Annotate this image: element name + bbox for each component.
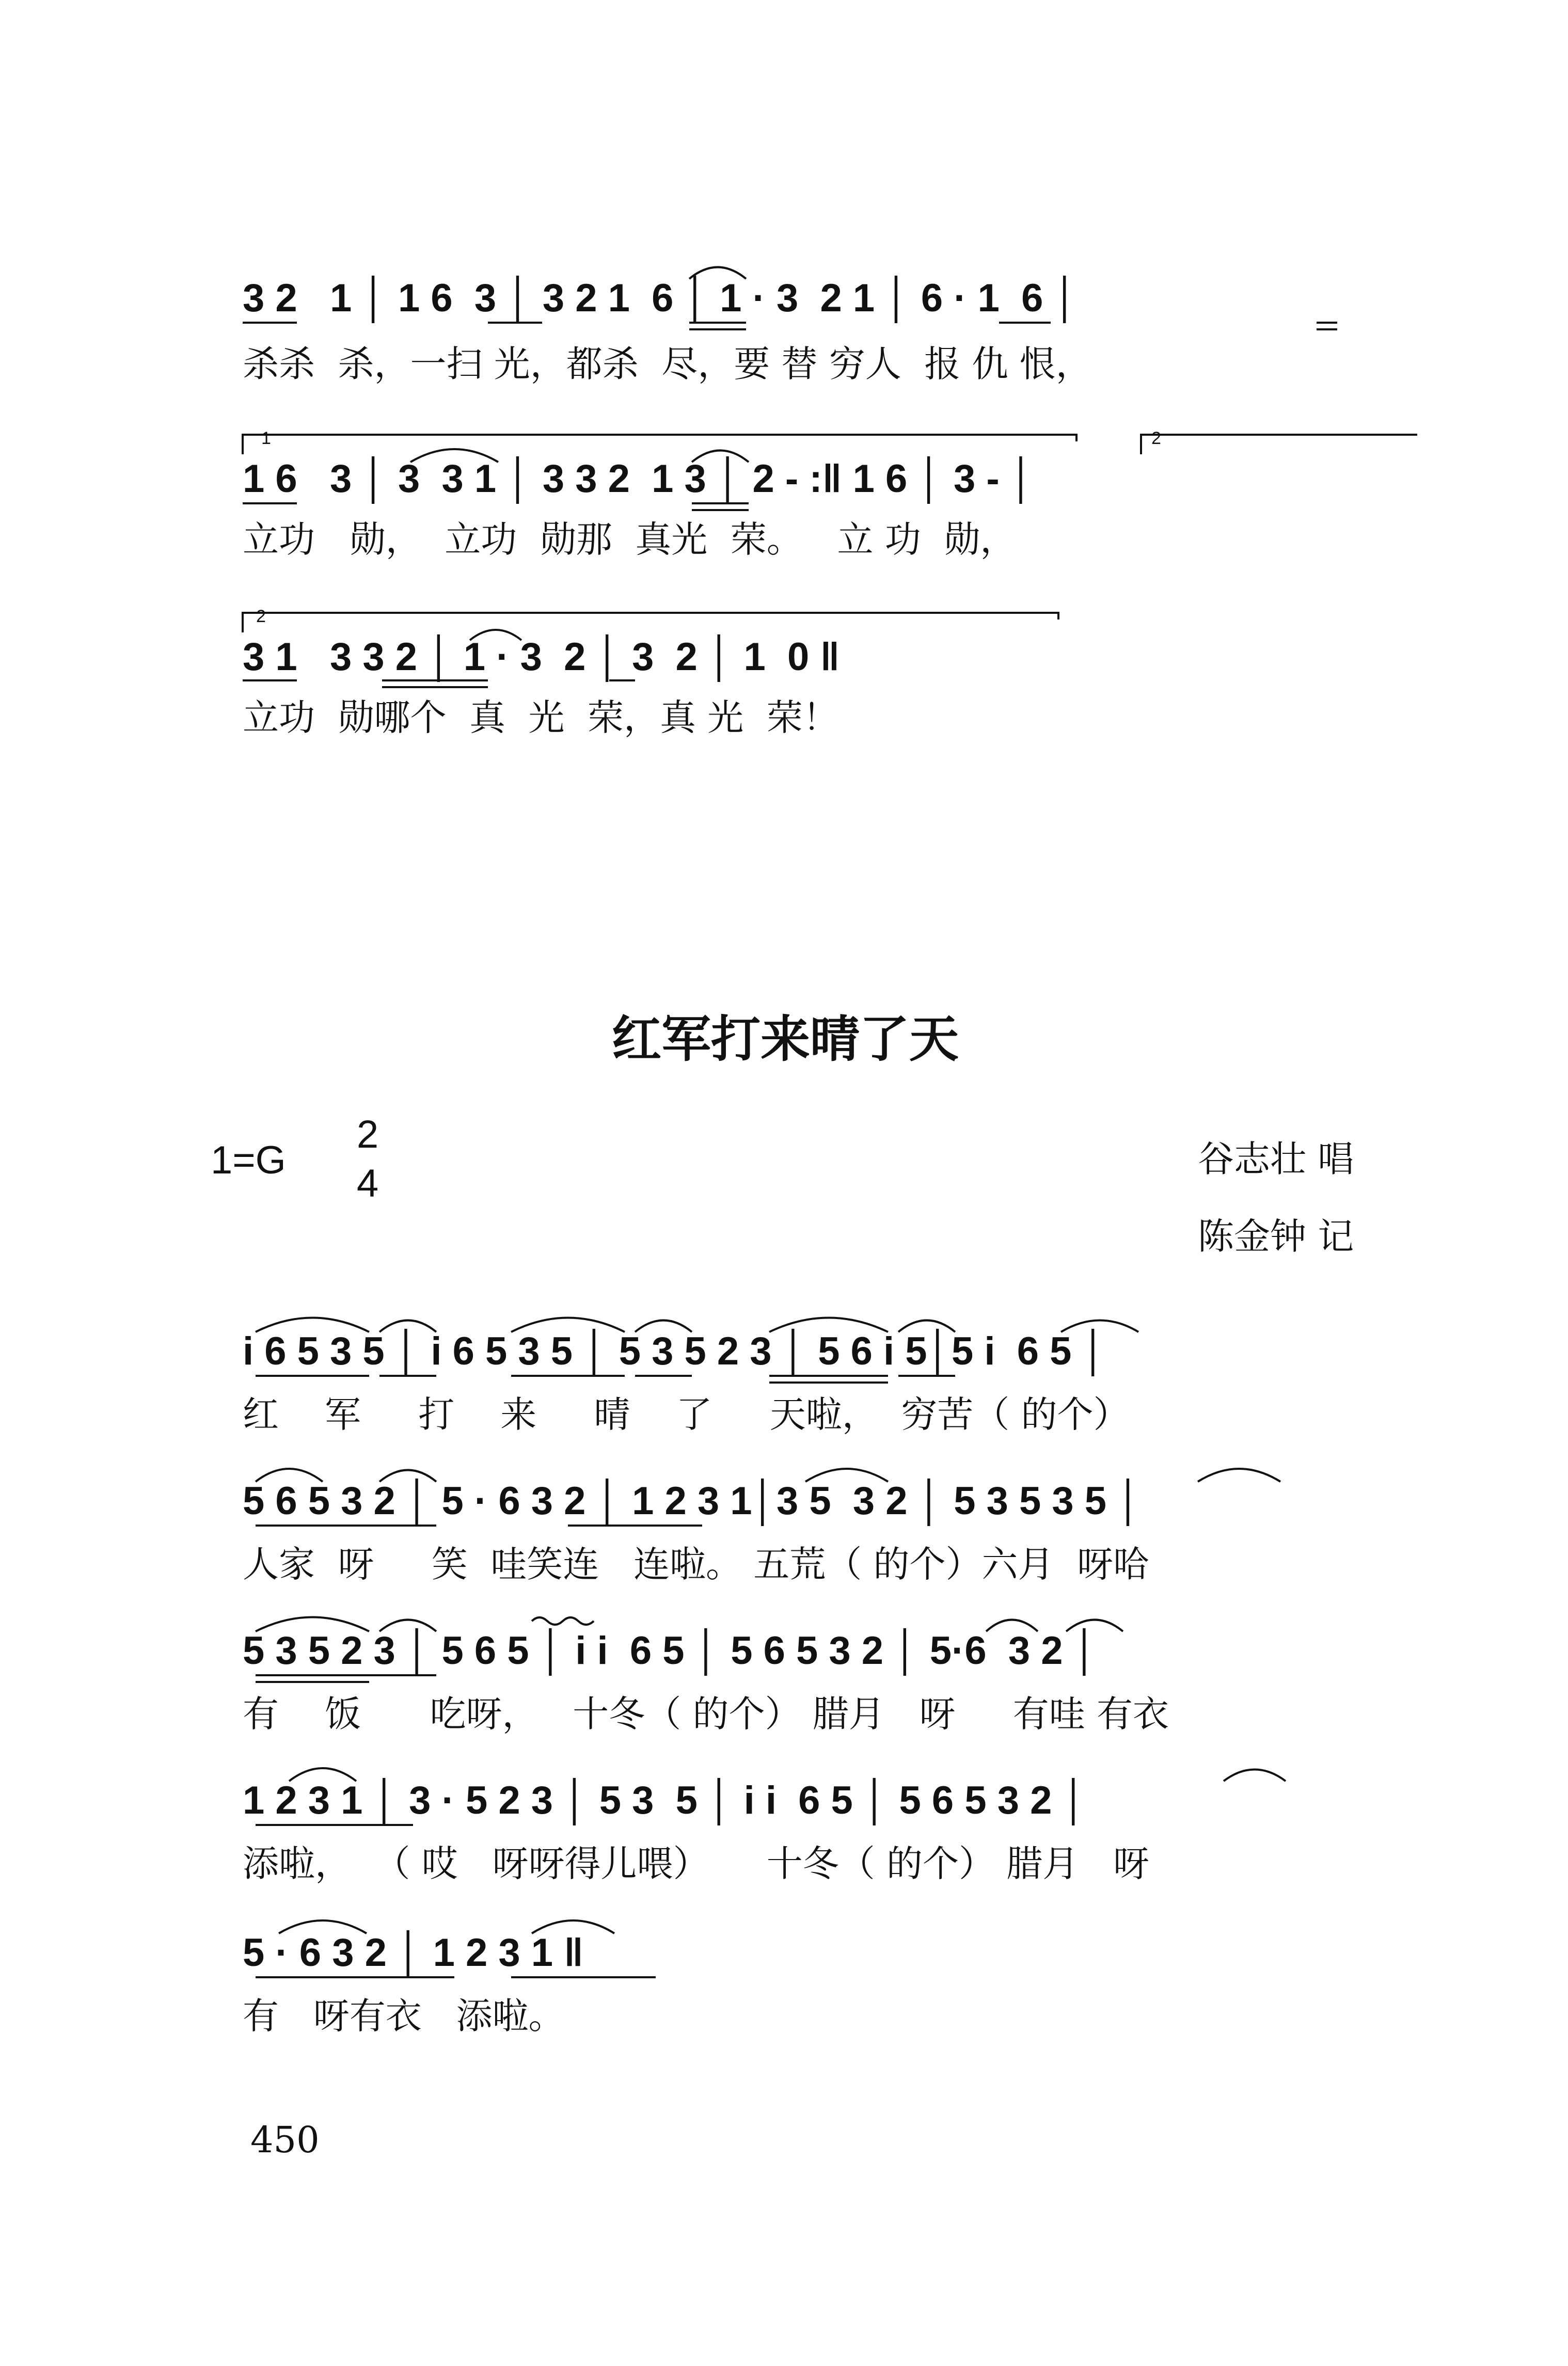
slur-mark — [1224, 1770, 1286, 1782]
volta-bracket-2 — [1141, 435, 1417, 454]
slur-mark — [256, 1318, 369, 1332]
song-notation-line-1: i 6 5 3 5 │ i 6 5 3 5 │ 5 3 5 2 3 │ 5 6 i 5│5 i 6 5 │ — [243, 1329, 1107, 1373]
slur-mark — [511, 1318, 625, 1332]
slur-mark — [256, 1469, 323, 1482]
song-notation-line-2: 5 6 5 3 2 │ 5 · 6 3 2 │ 1 2 3 1│3 5 3 2 │ 5 3 5 3 5 │ — [243, 1479, 1142, 1523]
slur-mark — [635, 1321, 692, 1332]
song-lyrics-line-5: 有 呀有衣 添啦。 — [243, 1995, 565, 2037]
slur-mark — [379, 1321, 436, 1332]
slur-mark — [279, 1920, 367, 1933]
song-lyrics-line-3: 有 饭 吃呀， 十冬（ 的个） 腊月 呀 有哇 有衣 — [243, 1693, 1169, 1735]
recorder-credit: 陈金钟 记 — [1198, 1215, 1354, 1258]
lyrics-line-1: 杀杀 杀，一扫 光，都杀 尽，要 替 穷人 报 仇 恨， — [243, 343, 1092, 385]
song-lyrics-line-2: 人家 呀 笑 哇笑连 连啦。 五荒（ 的个）六月 呀哈 — [243, 1543, 1150, 1585]
slur-mark — [692, 451, 749, 463]
time-signature-top: 2 — [356, 1113, 379, 1156]
singer-credit: 谷志壮 唱 — [1198, 1138, 1354, 1180]
slur-mark — [769, 1318, 888, 1332]
slur-mark — [379, 1470, 436, 1482]
notation-line-1: 3 2 1 │ 1 6 3 │ 3 2 1 6 │ 1 · 3 2 1 │ 6 · 1 6 │ — [243, 276, 1079, 320]
lyrics-line-3: 立功 勋哪个 真 光 荣，真 光 荣！ — [243, 696, 839, 739]
slur-mark — [1066, 1620, 1123, 1632]
slur-mark — [532, 1920, 614, 1933]
song-notation-line-3: 5 3 5 2 3 │ 5 6 5 │ i i 6 5 │ 5 6 5 3 2 │ 5·6 3 2 │ — [243, 1629, 1099, 1673]
slur-mark — [379, 1620, 436, 1632]
slur-mark — [470, 630, 521, 640]
trill-mark — [532, 1617, 594, 1625]
slur-mark — [1198, 1469, 1280, 1482]
volta-bracket-1 — [243, 435, 1076, 454]
key-signature: 1=G — [211, 1138, 286, 1182]
notation-line-2: 1 6 3 │ 3 3 1 │ 3 3 2 1 3 │ 2 - :‖ 1 6 │ 3 - │ — [243, 457, 1035, 501]
song-notation-line-4: 1 2 3 1 │ 3 · 5 2 3 │ 5 3 5 │ i i 6 5 │ 5 6 5 3 2 │ — [243, 1779, 1087, 1822]
song-title: 红军打来晴了天 — [612, 1010, 959, 1068]
song-lyrics-line-4: 添啦， （ 哎 呀呀得儿喂） 十冬（ 的个） 腊月 呀 — [243, 1843, 1150, 1885]
slur-mark — [256, 1617, 369, 1632]
slur-mark — [986, 1620, 1038, 1632]
volta-2-label: 2 — [1151, 428, 1161, 448]
song-notation-line-5: 5 · 6 3 2 │ 1 2 3 1 ‖ — [243, 1931, 583, 1975]
lyrics-line-2: 立功 勋， 立功 勋那 真光 荣。 立 功 勋， — [243, 518, 1017, 561]
slur-mark — [1061, 1321, 1138, 1332]
slur-mark — [689, 267, 746, 279]
time-signature-bottom: 4 — [356, 1162, 379, 1205]
volta-1-label: 1 — [261, 428, 271, 448]
slur-mark — [805, 1469, 888, 1482]
song-lyrics-line-1: 红 军 打 来 晴 了 天啦， 穷苦（ 的个） — [243, 1393, 1130, 1436]
volta-label-line-3: 2 — [256, 607, 266, 626]
slur-mark — [289, 1768, 356, 1781]
notation-line-3: 3 1 3 3 2 │ 1 · 3 2 │ 3 2 │ 1 0 ‖ — [243, 635, 840, 679]
page-number: 450 — [250, 2119, 320, 2161]
slur-mark — [410, 449, 498, 462]
slur-mark — [898, 1321, 955, 1332]
volta-bracket-3 — [243, 613, 1058, 632]
